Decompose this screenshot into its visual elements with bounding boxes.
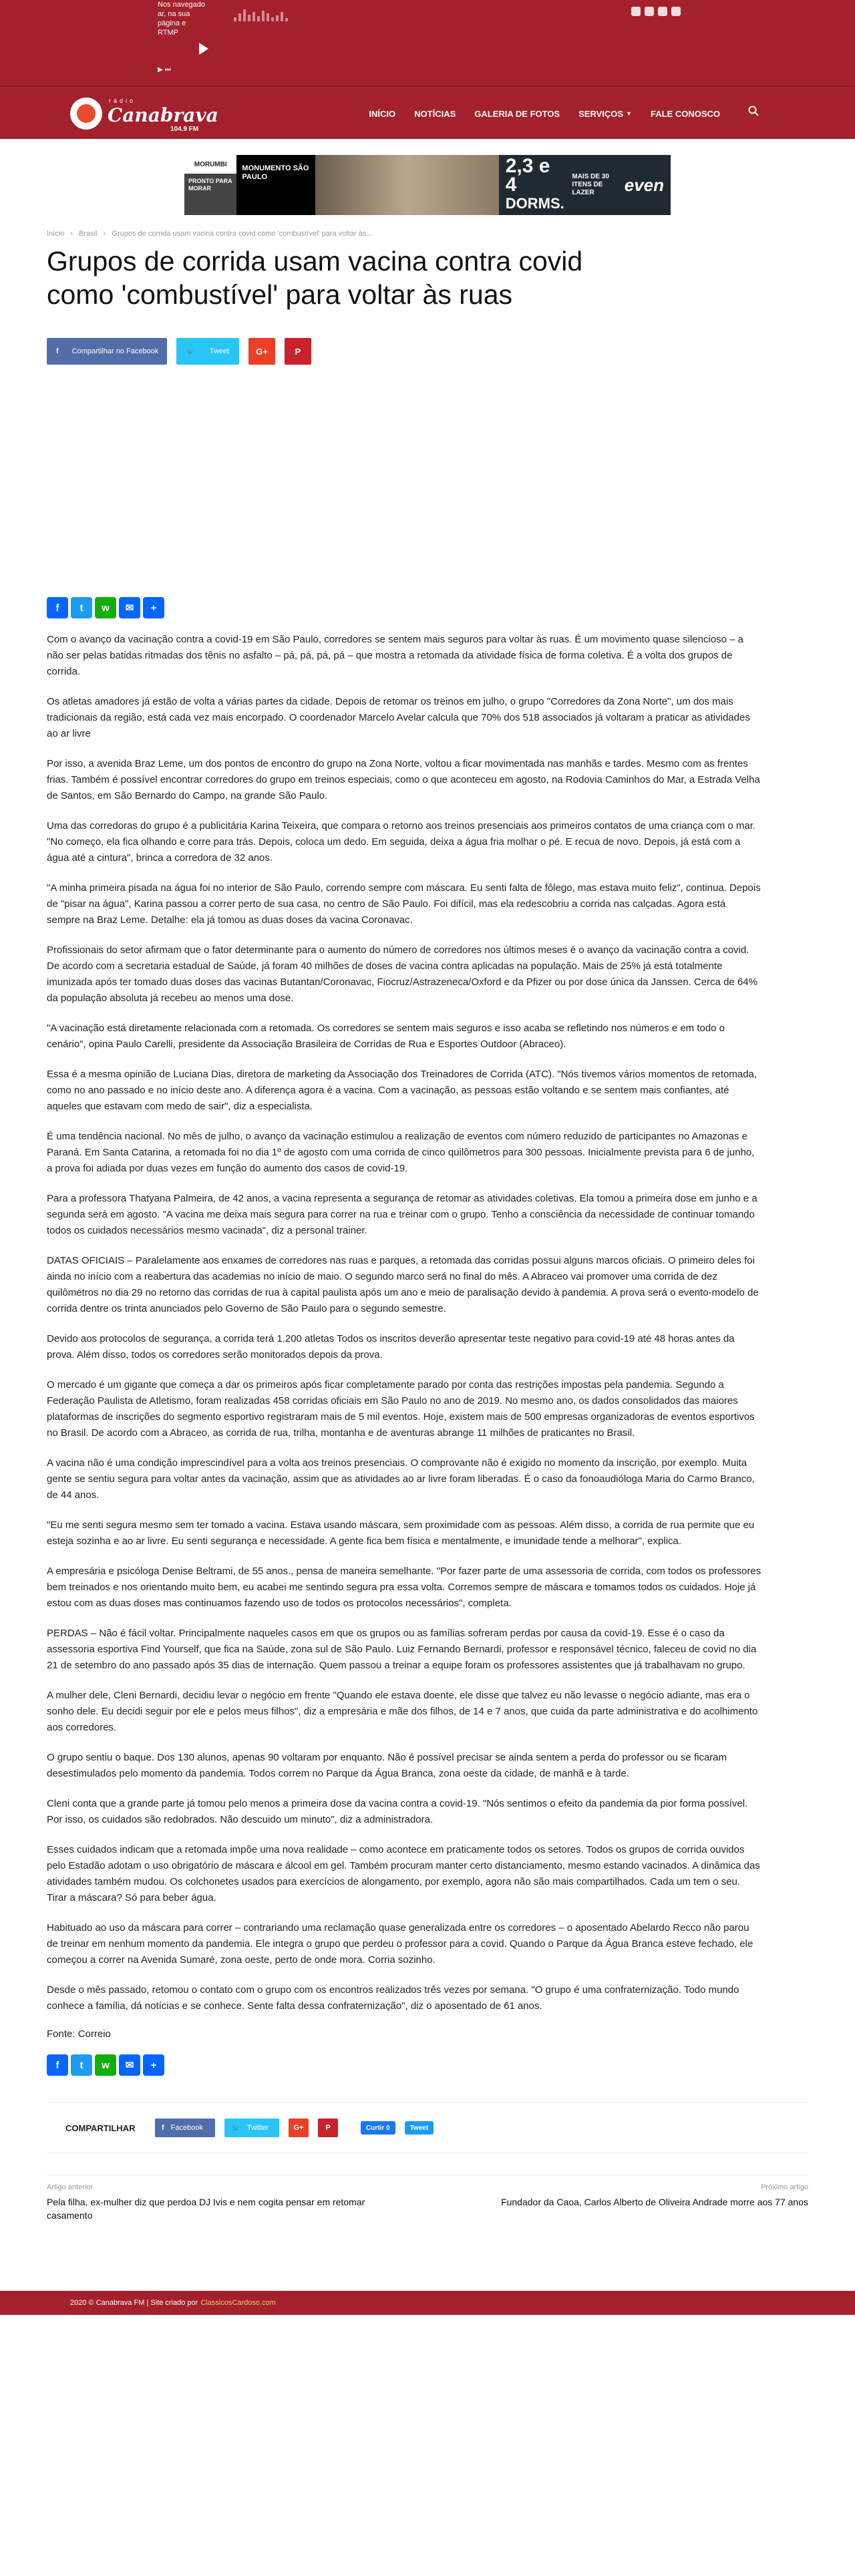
- share-plus-icon[interactable]: +: [143, 2054, 164, 2076]
- share-gplus-button[interactable]: G+: [248, 338, 275, 365]
- article-paragraph: Essa é a mesma opinião de Luciana Dias, diretora de marketing da Associação dos Treinadores de Corrida (ATC). "Nós tivemos vários momentos de retomada, como no ano passado e no início deste ano. A diferença agora é a vacina. Com a vacinação, as pessoas estão voltando e se sentem mais confiantes, até aqueles que estavam com medo de sair", diz a especialista.: [47, 1069, 757, 1112]
- breadcrumb-current: Grupos de corrida usam vacina contra covid como 'combustível' para voltar às...: [112, 230, 373, 238]
- menu-item-servicos[interactable]: [569, 109, 641, 119]
- ad-right-block: [499, 155, 671, 215]
- ad-placeholder: [47, 365, 808, 597]
- breadcrumb-separator: ›: [70, 230, 73, 238]
- article-paragraph: Os atletas amadores já estão de volta a várias partes da cidade. Depois de retomar os treinos em julho, o grupo "Corredores da Zona Norte", um dos mais tradicionais da região, está cada vez mais encorpado. O coordenador Marcelo Avelar calcula que 70% dos 518 associados já voltaram a praticar as atividades ao ar livre: [47, 696, 750, 739]
- ad-project: MONUMENTO SÃO PAULO: [236, 155, 315, 215]
- article-paragraph: Profissionais do setor afirmam que o fator determinante para o aumento do número de corredores nos últimos meses é o avanço da vacinação contra a covid. De acordo com a secretaria estadual de Saúde, já foram 40 milhões de doses de vacina contra aplicadas na população. Mais de 25% já está totalmente imunizada após ter tomado duas doses das vacinas Butantan/Coronavac, Fiocruz/Astrazeneca/Oxford e da Pfizer ou por dose única da Janssen. Cerca de 64% da população absoluta já recebeu ao menos uma dose.: [47, 944, 757, 1004]
- article-paragraph: Com o avanço da vacinação contra a covid-19 em São Paulo, corredores se sentem mais seguros para voltar às ruas. É um movimento quase silencioso – a não ser pelas batidas ritmadas dos tênis no asfalto – pá, pá, pá, pá – que mostra a retomada da atividade física de forma coletiva. É a volta dos grupos de corrida.: [47, 634, 744, 677]
- player-line-3: página e: [158, 19, 186, 27]
- app-store-icons: [631, 7, 681, 16]
- menu-item-inicio[interactable]: INÍCIO: [369, 108, 396, 119]
- article-paragraph: Desde o mês passado, retomou o contato com o grupo com os encontros realizados três vezes por semana. "O grupo é uma confraternização. Todo mundo conhece a família, dá notícias e se conhece. Sente falta dessa confraternização", diz o aposentado de 61 anos.: [47, 1984, 739, 2012]
- article-paragraph: DATAS OFICIAIS – Paralelamente aos enxames de corredores nas ruas e parques, a retomada das corridas possui alguns marcos oficiais. O primeiro deles foi ainda no início com a reabertura das academias no início de maio. O segundo marco será no final do mês. A Abraceo vai promover uma corrida de dez quilômetros no dia 29 no retorno das corridas de rua à capital paulista após um ano e meio de paralisação devido à pandemia. A prova será o evento-modelo de corrida dentre os trinta anunciados pelo Governo de São Paulo para o segundo semestre.: [47, 1255, 759, 1314]
- share-pinterest-button[interactable]: P: [285, 338, 311, 365]
- article-paragraph: PERDAS – Não é fácil voltar. Principalmente naqueles casos em que os grupos ou as famílias sofreram perdas por causa da covid-19. Esse é o caso da assessoria esportiva Find Yourself, que fica na Saúde, zona sul de São Paulo. Luiz Fernando Bernardi, professor e responsável técnico, faleceu de covid no dia 21 de setembro do ano passado após 35 dias de internação. Quem passou a treinar a equipe foram os professores assistentes que já trabalhavam no grupo.: [47, 1628, 757, 1671]
- addtoany-bottom: [47, 2054, 808, 2076]
- share-facebook-button[interactable]: [47, 338, 167, 365]
- share-plus-icon[interactable]: +: [143, 597, 164, 618]
- article-paragraph: Esses cuidados indicam que a retomada impõe uma nova realidade – como acontece em praticamente todos os setores. Todos os grupos de corrida ouvidos pelo Estadão adotam o uso obrigatório de máscara e álcool em gel. Também procuram manter certo distanciamento, mesmo estando vacinados. A dinâmica das atividades também mudou. Os colchonetes usados para exercícios de alongamento, por exemplo, agora não são mais compartilhados. Cada um tem o seu. Tirar a máscara? Só para beber água.: [47, 1844, 760, 1903]
- share-twitter-label: Tweet: [209, 347, 230, 355]
- article-paragraph: "A minha primeira pisada na água foi no interior de São Paulo, correndo sempre com máscara. Eu senti falta de fôlego, mas estava muito feliz", continua. Depois de "pisar na água", Karina passou a correr perto de sua casa, no centro de São Paulo. Foi difícil, mas ela redescobriu a corrida nas calçadas. Agora está sempre na Braz Leme. Detalhe: ela já tomou as duas doses da vacina Coronavac.: [47, 882, 761, 926]
- ad-photo: [315, 155, 498, 215]
- breadcrumb-separator: ›: [103, 230, 106, 238]
- logo-frequency: 104.9 FM: [170, 126, 199, 133]
- article-body: [47, 632, 761, 2014]
- share-bar-label: COMPARTILHAR: [65, 2123, 136, 2133]
- logo-mark-icon: [70, 98, 102, 130]
- menu: [359, 87, 729, 140]
- prev-article[interactable]: [47, 2183, 394, 2239]
- share-twitter-button[interactable]: [176, 338, 239, 365]
- menu-item-galeria[interactable]: GALERIA DE FOTOS: [474, 108, 560, 119]
- twitter-icon: 🐦: [186, 347, 195, 356]
- article-paragraph: Uma das corredoras do grupo é a publicitária Karina Teixeira, que compara o retorno aos treinos presenciais aos primeiros contatos de uma criança com o mar. "No começo, ela fica olhando e corre para trás. Depois, coloca um dedo. Em seguida, deixa a água fria molhar o pé. E recua de novo. Depois, já está com a água até a cintura", brinca a corredora de 32 anos.: [47, 820, 756, 864]
- apple-icon[interactable]: [658, 7, 667, 16]
- ad-builder: even: [624, 174, 664, 195]
- share-pinterest-button[interactable]: P: [318, 2119, 338, 2137]
- article-container: [37, 230, 818, 2239]
- share-facebook-button[interactable]: [155, 2119, 215, 2137]
- article-paragraph: Por isso, a avenida Braz Leme, um dos pontos de encontro do grupo na Zona Norte, voltou a ficar movimentada nas manhãs e tardes. Mesmo com as frentes frias. Também é possível encontrar corredores do grupo em treinos especiais, como o que aconteceu em agosto, na Rodovia Caminhos do Mar, a Estrada Velha de Santos, em São Bernardo do Campo, na grande São Paulo.: [47, 758, 760, 801]
- player-controls[interactable]: ▶ ⏭: [158, 66, 171, 73]
- footer-text: 2020 © Canabrava FM | Site criado por: [70, 2299, 198, 2307]
- main-navigation: [0, 85, 855, 139]
- facebook-icon[interactable]: f: [47, 2054, 68, 2076]
- breadcrumb: [47, 230, 808, 238]
- article-paragraph: A mulher dele, Cleni Bernardi, decidiu levar o negócio em frente "Quando ele estava doente, ele disse que talvez eu não levasse o negócio adiante, mas era o sonho dele. Eu decidi seguir por ele e pelos meus filhos", diz a empresária e mãe dos filhos, de 14 e 7 anos, que cuida da parte administrativa e do acolhimento aos corredores.: [47, 1690, 758, 1733]
- ad-dorms: 2,3 e 4: [505, 155, 550, 196]
- twitter-icon[interactable]: t: [71, 2054, 92, 2076]
- player-line-2: ar, na sua: [158, 10, 190, 18]
- page-title: Grupos de corrida usam vacina contra covid como 'combustível' para voltar às ruas: [47, 246, 583, 310]
- twitter-icon[interactable]: t: [71, 597, 92, 618]
- article-paragraph: Para a professora Thatyana Palmeira, de 42 anos, a vacina representa a segurança de retomar as atividades coletivas. Ela tomou a primeira dose em junho e a segunda será em agosto. "A vacina me deixa mais segura para correr na rua e treinar com o grupo. Tenho a consciência da necessidade de continuar tomando todos os cuidados necessários mesmo vacinada", diz a personal trainer.: [47, 1193, 757, 1236]
- next-article-title[interactable]: Fundador da Caoa, Carlos Alberto de Oliveira Andrade morre aos 77 anos: [501, 2197, 808, 2207]
- chevron-down-icon: ▼: [626, 110, 632, 117]
- twitter-icon: 🐦: [231, 2124, 240, 2133]
- share-facebook-label: Compartilhar no Facebook: [71, 347, 159, 355]
- whatsapp-icon[interactable]: w: [95, 597, 116, 618]
- article-paragraph: "Eu me senti segura mesmo sem ter tomado a vacina. Estava usando máscara, sem proximidade com as pessoas. Além disso, a corrida de rua permite que eu esteja sozinha e ao ar livre. Eu senti segurança e necessidade. A gente fica bem física e mentalmente, e imunidade tende a melhorar", explica.: [47, 1519, 755, 1547]
- logo-name: Canabrava: [108, 104, 218, 126]
- email-icon[interactable]: ✉: [119, 597, 140, 618]
- next-article[interactable]: [461, 2183, 808, 2239]
- breadcrumb-home[interactable]: Início: [47, 230, 65, 238]
- article-paragraph: É uma tendência nacional. No mês de julho, o avanço da vacinação estimulou a realização de eventos com número reduzido de participantes no Amazonas e Paraná. Em Santa Catarina, a retomada foi no dia 1º de agosto com uma corrida de cinco quilômetros para 300 pessoas. Inicialmente prevista para 6 de junho, a prova foi adiada por duas vezes em função do aumento dos casos de covid-19.: [47, 1131, 755, 1174]
- site-logo[interactable]: [70, 94, 218, 134]
- ad-banner[interactable]: [184, 155, 671, 215]
- menu-item-noticias[interactable]: NOTÍCIAS: [414, 108, 456, 119]
- search-icon[interactable]: [748, 106, 759, 116]
- prev-article-title[interactable]: Pela filha, ex-mulher diz que perdoa DJ Ivis e nem cogita pensar em retomar casamento: [47, 2197, 365, 2221]
- whatsapp-icon[interactable]: w: [95, 2054, 116, 2076]
- ad-tag: PRONTO PARA MORAR: [184, 174, 236, 215]
- share-bar-bottom: [47, 2102, 808, 2153]
- radio-player: [158, 0, 218, 73]
- share-gplus-button[interactable]: G+: [289, 2119, 309, 2137]
- breadcrumb-category[interactable]: Brasil: [79, 230, 98, 238]
- share-buttons-top: [47, 338, 808, 365]
- app-icon[interactable]: [631, 7, 641, 16]
- article-paragraph: A vacina não é uma condição imprescindível para a volta aos treinos presenciais. O comprovante não é exigido no momento da inscrição, por exemplo. Muita gente se sentiu segura para voltar antes da vacinação, assim que as atividades ao ar livre foram liberadas. É o caso da fonoaudióloga Maria do Carmo Branco, de 44 anos.: [47, 1457, 755, 1501]
- prev-next-nav: [47, 2175, 808, 2239]
- player-line-1: Nos navegado: [158, 1, 205, 9]
- next-article-label: Próximo artigo: [761, 2183, 808, 2191]
- article-paragraph: Cleni conta que a grande parte já tomou pelo menos a primeira dose da vacina contra a covid-19. "Nós sentimos o efeito da pandemia da pior forma possível. Por isso, os cuidados são redobrados. Não descuido um minuto", diz a administradora.: [47, 1798, 748, 1825]
- facebook-icon[interactable]: f: [47, 597, 68, 618]
- article-paragraph: Habituado ao uso da máscara para correr – contrariando uma reclamação quase generalizada entre os corredores – o aposentado Abelardo Recco não parou de treinar em nenhum momento da pandemia. Ele integra o grupo que perdeu o professor para a covid. Quando o Parque da Água Branca esteve fechado, ele começou a correr na Avenida Sumaré, zona oeste, perto de onde mora. Corria sozinho.: [47, 1922, 753, 1966]
- ad-items: MAIS DE 30 ITENS DE LAZER: [572, 173, 609, 196]
- facebook-icon: f: [56, 347, 59, 355]
- share-facebook-label: Facebook: [170, 2124, 203, 2132]
- addtoany-top: [47, 597, 808, 618]
- menu-item-servicos-label: SERVIÇOS: [578, 108, 624, 119]
- share-twitter-button[interactable]: [224, 2119, 279, 2137]
- article-paragraph: "A vacinação está diretamente relacionada com a retomada. Os corredores se sentem mais seguros e isso acaba se refletindo nos números e em todo o cenário", opina Paulo Carelli, presidente da Associação Brasileira de Corridas de Rua e Esportes Outdoor (Abraceo).: [47, 1023, 725, 1050]
- top-player-bar: [0, 0, 855, 85]
- article-paragraph: Devido aos protocolos de segurança, a corrida terá 1.200 atletas Todos os inscritos deverão apresentar teste negativo para covid-19 até 48 horas antes da prova. Além disso, todos os corredores serão monitorados depois da prova.: [47, 1333, 735, 1360]
- ad-brand-top: MORUMBI: [194, 160, 227, 168]
- play-icon[interactable]: [199, 43, 208, 55]
- logo-small-text: rádio: [109, 98, 136, 104]
- player-line-4: RTMP: [158, 29, 178, 37]
- email-icon[interactable]: ✉: [119, 2054, 140, 2076]
- site-footer: [0, 2291, 855, 2315]
- footer-link[interactable]: ClassicosCardoso.com: [200, 2299, 276, 2307]
- tweet-button[interactable]: Tweet: [405, 2121, 434, 2135]
- article-source: Fonte: Correio: [47, 2028, 111, 2040]
- prev-article-label: Artigo anterior: [47, 2183, 94, 2191]
- android-icon[interactable]: [671, 7, 681, 16]
- ad-left-block: [184, 155, 236, 215]
- ad-dorms-label: DORMS.: [505, 195, 564, 212]
- article-paragraph: O grupo sentiu o baque. Dos 130 alunos, apenas 90 voltaram por enquanto. Não é possível precisar se ainda sentem a perda do professor ou se ficaram desestimulados pelo momento da pandemia. Todos correm no Parque da Água Branca, zona oeste da cidade, de manhã e à tarde.: [47, 1752, 727, 1779]
- article-paragraph: A empresária e psicóloga Denise Beltrami, de 55 anos., pensa de maneira semelhante. "Por fazer parte de uma assessoria de corrida, com todos os professores bem treinados e nos orientando muito bem, eu acabei me sentindo segura pra essa volta. Corremos sempre de máscara e tomamos todos os cuidados. Hoje já estou com as duas doses mas continuamos fazendo uso de todos os protocolos necessários", completa.: [47, 1566, 761, 1609]
- share-twitter-label: Twitter: [246, 2124, 269, 2132]
- facebook-icon: f: [162, 2124, 164, 2132]
- article-paragraph: O mercado é um gigante que começa a dar os primeiros após ficar completamente parado por conta das restrições impostas pela pandemia. Segundo a Federação Paulista de Atletismo, foram realizadas 458 corridas oficiais em São Paulo no ano de 2019. No mesmo ano, os dados consolidados das maiores plataformas de inscrições do segmento esportivo registraram mais de 5 mil eventos. Hoje, existem mais de 500 empresas organizadoras de eventos esportivos no Brasil. De acordo com a Abraceo, as corrida de rua, trilha, montanha e de aventuras abrange 11 milhões de praticantes no Brasil.: [47, 1379, 755, 1439]
- equalizer-icon: [234, 8, 288, 21]
- facebook-like-button[interactable]: Curtir 0: [361, 2121, 395, 2135]
- windows-icon[interactable]: [645, 7, 654, 16]
- menu-item-fale-conosco[interactable]: FALE CONOSCO: [650, 108, 720, 119]
